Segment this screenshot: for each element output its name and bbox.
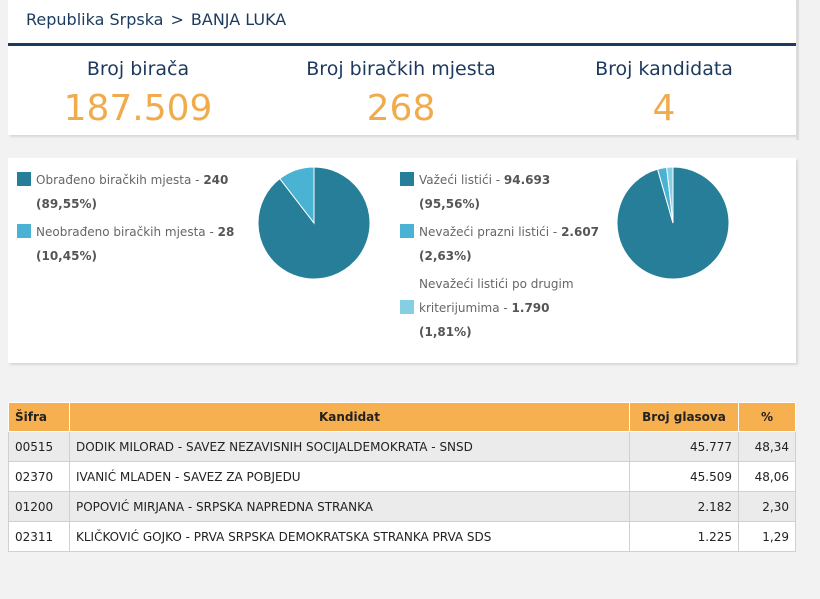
breadcrumb-city: BANJA LUKA: [190, 10, 287, 29]
legend-pct-valid: (95,56%): [419, 197, 480, 211]
ballots-pie-chart: [616, 166, 730, 280]
cell-votes: 2.182: [630, 492, 739, 522]
cell-votes: 1.225: [630, 522, 739, 552]
legend-pct-blank: (2,63%): [419, 249, 472, 263]
cell-code: 02370: [9, 462, 70, 492]
cell-code: 01200: [9, 492, 70, 522]
cell-candidate[interactable]: DODIK MILORAD - SAVEZ NEZAVISNIH SOCIJALDEMOKRATA - SNSD: [70, 432, 630, 462]
cell-percent: 2,30: [739, 492, 796, 522]
table-row: [9, 492, 796, 522]
legend-pct-processed: (89,55%): [36, 197, 97, 211]
breadcrumb-separator: >: [170, 10, 184, 29]
results-table: [8, 402, 796, 552]
legend-swatch-valid: [400, 172, 414, 186]
table-row: [9, 462, 796, 492]
cell-votes: 45.509: [630, 462, 739, 492]
legend-item-blank: Nevažeći prazni listići - 2.607: [400, 220, 599, 244]
cell-code: 02311: [9, 522, 70, 552]
header-divider: [8, 43, 796, 46]
stat-candidates: [534, 58, 794, 131]
legend-swatch-unprocessed: [17, 224, 31, 238]
table-row: [9, 522, 796, 552]
legend-item-other-invalid-line1: Nevažeći listići po drugim: [419, 277, 574, 291]
table-header-row: [9, 403, 796, 432]
legend-item-processed: Obrađeno biračkih mjesta - 240: [17, 168, 234, 192]
stat-voters-label: Broj birača: [86, 58, 190, 80]
legend-item-other-invalid: kriterijumima - 1.790: [400, 296, 599, 320]
stat-polling-stations: [271, 58, 531, 131]
legend-pct-unprocessed: (10,45%): [36, 249, 97, 263]
cell-votes: 45.777: [630, 432, 739, 462]
legend-item-valid: Važeći listići - 94.693: [400, 168, 599, 192]
header-votes[interactable]: Broj glasova: [630, 403, 739, 432]
header-candidate[interactable]: Kandidat: [70, 403, 630, 432]
polling-stations-legend: [17, 168, 234, 268]
cell-candidate[interactable]: IVANIĆ MLADEN - SAVEZ ZA POBJEDU: [70, 462, 630, 492]
cell-percent: 1,29: [739, 522, 796, 552]
ballots-legend: [400, 168, 599, 344]
stat-polling-stations-value: 268: [366, 88, 436, 129]
cell-percent: 48,06: [739, 462, 796, 492]
legend-pct-other-invalid: (1,81%): [419, 325, 472, 339]
stat-voters-value: 187.509: [63, 88, 213, 129]
stat-polling-stations-label: Broj biračkih mjesta: [306, 58, 496, 80]
breadcrumb-region[interactable]: Republika Srpska: [26, 10, 164, 29]
scroll-edge: [796, 0, 799, 140]
stat-candidates-label: Broj kandidata: [595, 58, 733, 80]
cell-candidate[interactable]: POPOVIĆ MIRJANA - SRPSKA NAPREDNA STRANKA: [70, 492, 630, 522]
legend-swatch-blank: [400, 224, 414, 238]
charts-card: [8, 158, 796, 363]
cell-code: 00515: [9, 432, 70, 462]
table-row: [9, 432, 796, 462]
breadcrumb: [26, 10, 286, 29]
header-code[interactable]: Šifra: [9, 403, 70, 432]
cell-candidate[interactable]: KLIČKOVIĆ GOJKO - PRVA SRPSKA DEMOKRATSKA STRANKA PRVA SDS: [70, 522, 630, 552]
polling-stations-pie-chart: [257, 166, 371, 280]
cell-percent: 48,34: [739, 432, 796, 462]
legend-swatch-processed: [17, 172, 31, 186]
summary-card: [8, 0, 796, 135]
legend-item-unprocessed: Neobrađeno biračkih mjesta - 28: [17, 220, 234, 244]
stat-candidates-value: 4: [652, 88, 676, 129]
stat-voters: [8, 58, 268, 131]
header-percent[interactable]: %: [739, 403, 796, 432]
legend-swatch-other-invalid: [400, 300, 414, 314]
